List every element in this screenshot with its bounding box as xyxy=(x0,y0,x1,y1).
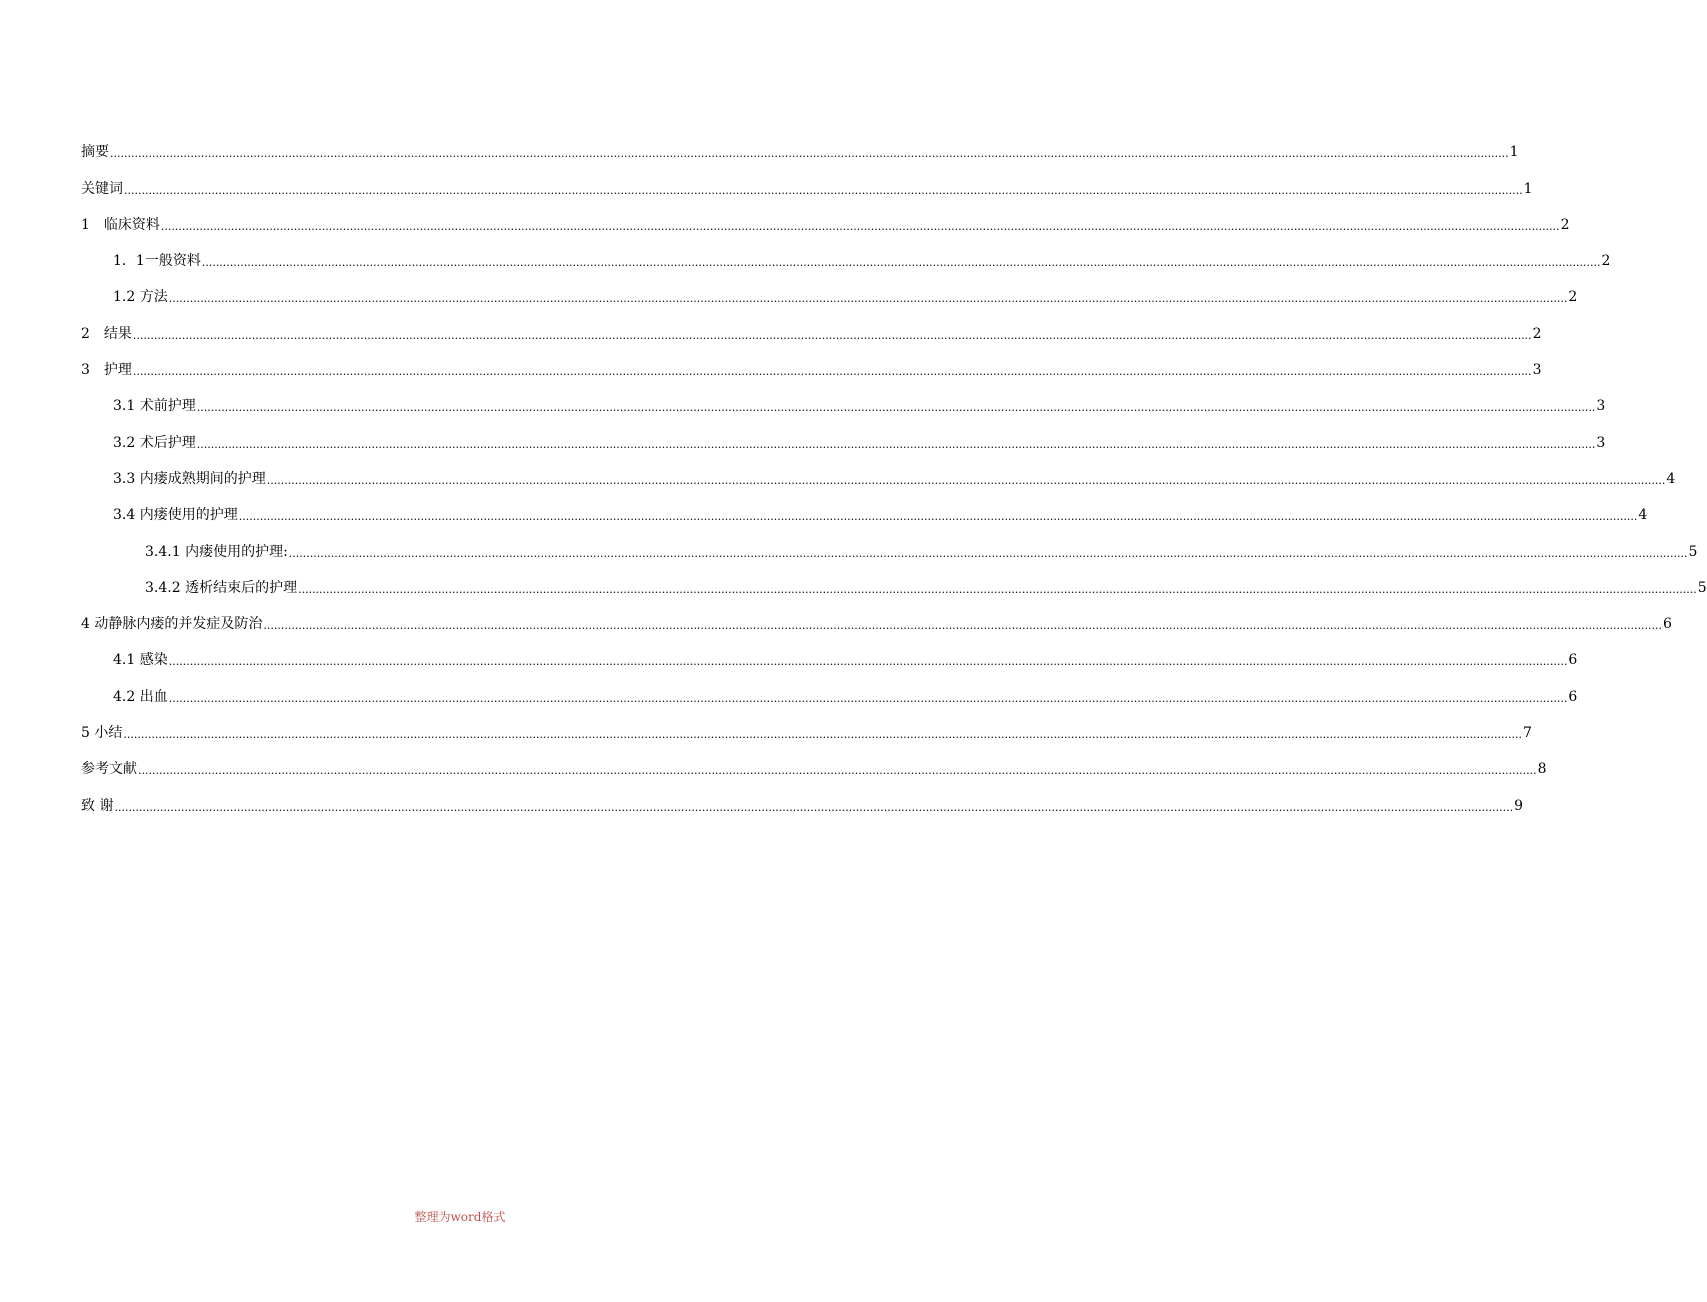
toc-entry[interactable] xyxy=(81,416,1606,452)
toc-dot-leader: ................................................................................................................................................................................................................................................................................................................................................................................................................ xyxy=(114,800,1514,814)
toc-entry-page-number: 3 xyxy=(1532,362,1542,379)
toc-entry[interactable] xyxy=(81,271,1578,307)
toc-entry-page-number: 8 xyxy=(1537,761,1547,778)
toc-dot-leader: ................................................................................................................................................................................................................................................................................................................................................................................................................ xyxy=(110,147,1509,161)
toc-entry-page-number: 3 xyxy=(1596,398,1606,415)
toc-entry[interactable] xyxy=(81,126,1519,162)
toc-entry-title: 3.4.1 内瘘使用的护理: xyxy=(145,543,288,560)
toc-entry[interactable] xyxy=(81,344,1542,380)
toc-entry[interactable] xyxy=(81,235,1611,271)
toc-dot-leader: ................................................................................................................................................................................................................................................................................................................................................................................................................ xyxy=(168,292,1568,306)
toc-entry-title: 5 小结 xyxy=(81,725,123,742)
toc-entry[interactable] xyxy=(81,199,1570,235)
toc-dot-leader: ................................................................................................................................................................................................................................................................................................................................................................................................................ xyxy=(132,365,1532,379)
toc-entry-page-number: 2 xyxy=(1532,325,1542,342)
toc-dot-leader: ................................................................................................................................................................................................................................................................................................................................................................................................................ xyxy=(238,510,1638,524)
toc-entry[interactable] xyxy=(81,380,1606,416)
toc-entry[interactable] xyxy=(81,162,1533,198)
toc-dot-leader: ................................................................................................................................................................................................................................................................................................................................................................................................................ xyxy=(124,183,1523,197)
toc-entry-page-number: 2 xyxy=(1560,216,1570,233)
toc-entry-title: 参考文献 xyxy=(81,761,137,778)
toc-dot-leader: ................................................................................................................................................................................................................................................................................................................................................................................................................ xyxy=(168,691,1568,705)
toc-entry[interactable] xyxy=(81,634,1578,670)
toc-entry-page-number: 6 xyxy=(1568,652,1578,669)
toc-dot-leader: ................................................................................................................................................................................................................................................................................................................................................................................................................ xyxy=(201,256,1601,270)
toc-entry-page-number: 4 xyxy=(1638,507,1648,524)
toc-entry[interactable] xyxy=(81,307,1542,343)
toc-entry-page-number: 6 xyxy=(1663,616,1672,633)
toc-entry-title: 摘要 xyxy=(81,144,109,161)
toc-entry-title: 3.1 术前护理 xyxy=(113,398,196,415)
toc-entry-page-number: 1 xyxy=(1523,180,1533,197)
toc-entry-page-number: 7 xyxy=(1523,725,1532,742)
toc-entry[interactable] xyxy=(81,743,1547,779)
toc-dot-leader: ................................................................................................................................................................................................................................................................................................................................................................................................................ xyxy=(196,401,1596,415)
toc-entry-title: 2 结果 xyxy=(81,325,132,342)
toc-entry-title: 4.2 出血 xyxy=(113,688,168,705)
toc-entry-page-number: 9 xyxy=(1514,797,1524,814)
toc-entry-page-number: 6 xyxy=(1568,688,1578,705)
toc-dot-leader: ................................................................................................................................................................................................................................................................................................................................................................................................................ xyxy=(168,655,1568,669)
toc-dot-leader: ................................................................................................................................................................................................................................................................................................................................................................................................................ xyxy=(196,437,1596,451)
toc-dot-leader: ................................................................................................................................................................................................................................................................................................................................................................................................................ xyxy=(298,582,1697,596)
toc-entry-page-number: 2 xyxy=(1601,253,1611,270)
toc-entry-page-number: 5 xyxy=(1697,579,1707,596)
toc-entry-page-number: 5 xyxy=(1688,543,1698,560)
toc-entry-title: 3.3 内瘘成熟期间的护理 xyxy=(113,470,266,487)
page-footer: 整理为word格式 xyxy=(414,1210,506,1224)
toc-entry[interactable] xyxy=(81,525,1698,561)
toc-entry[interactable] xyxy=(81,707,1532,743)
toc-entry-title: 4.1 感染 xyxy=(113,652,168,669)
toc-dot-leader: ................................................................................................................................................................................................................................................................................................................................................................................................................ xyxy=(138,764,1537,778)
toc-entry-title: 1 临床资料 xyxy=(81,216,160,233)
toc-entry[interactable] xyxy=(81,779,1524,815)
toc-entry-page-number: 4 xyxy=(1666,470,1676,487)
toc-entry[interactable] xyxy=(81,453,1676,489)
toc-entry-title: 4 动静脉内瘘的并发症及防治 xyxy=(81,616,263,633)
toc-entry-title: 1．1一般资料 xyxy=(113,253,201,270)
toc-entry[interactable] xyxy=(81,562,1707,598)
toc-entry-title: 致 谢 xyxy=(81,797,114,814)
toc-dot-leader: ................................................................................................................................................................................................................................................................................................................................................................................................................ xyxy=(160,219,1560,233)
toc-entry-title: 关键词 xyxy=(81,180,123,197)
toc-entry[interactable] xyxy=(81,670,1578,706)
toc-dot-leader: ................................................................................................................................................................................................................................................................................................................................................................................................................ xyxy=(266,473,1666,487)
toc-entry-title: 1.2 方法 xyxy=(113,289,168,306)
toc-dot-leader: ................................................................................................................................................................................................................................................................................................................................................................................................................ xyxy=(123,728,1522,742)
toc-entry[interactable] xyxy=(81,489,1648,525)
toc-entry-page-number: 2 xyxy=(1568,289,1578,306)
toc-entry-page-number: 3 xyxy=(1596,434,1606,451)
toc-entry-title: 3.4 内瘘使用的护理 xyxy=(113,507,238,524)
toc-dot-leader: ................................................................................................................................................................................................................................................................................................................................................................................................................ xyxy=(132,328,1532,342)
toc-dot-leader: ................................................................................................................................................................................................................................................................................................................................................................................................................ xyxy=(263,619,1662,633)
toc-entry-title: 3.4.2 透析结束后的护理 xyxy=(145,579,298,596)
toc-entry-title: 3 护理 xyxy=(81,362,132,379)
toc-entry-title: 3.2 术后护理 xyxy=(113,434,196,451)
toc-dot-leader: ................................................................................................................................................................................................................................................................................................................................................................................................................ xyxy=(288,546,1688,560)
toc-entry[interactable] xyxy=(81,598,1672,634)
table-of-contents xyxy=(81,126,1707,816)
toc-entry-page-number: 1 xyxy=(1509,144,1519,161)
